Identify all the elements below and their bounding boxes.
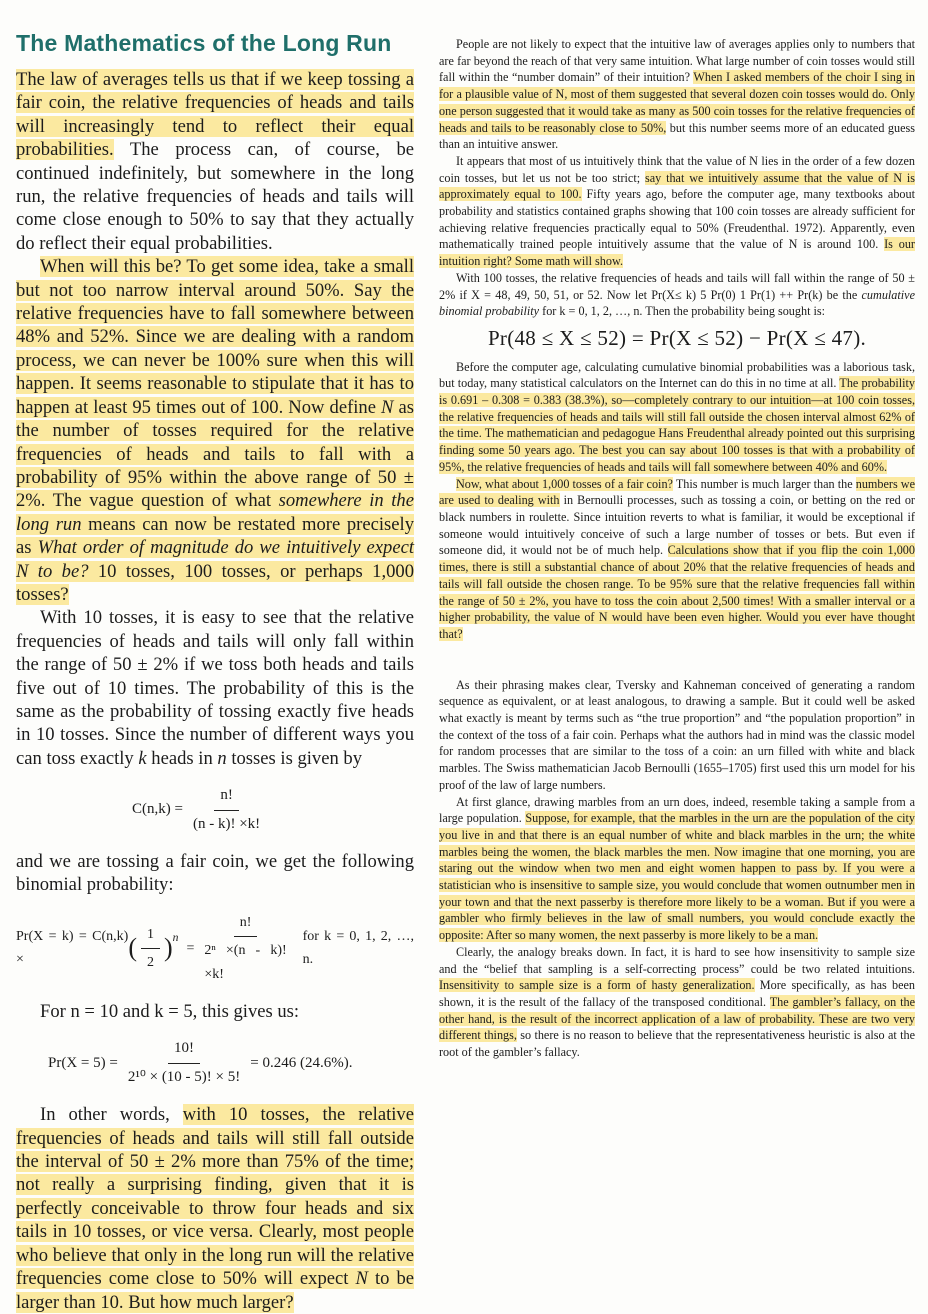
paragraph-tversky-kahneman: As their phrasing makes clear, Tversky and Kahneman conceived of generating a random sequence as equivalent, or at least analogous, to drawing a sample. But it could well be asked what exactly is meant by terms such as “the true proportion” and “the population proportion” in the context of the toss of a fair coin. Perhaps what the authors had in mind was the classic model for random processes that are similar to the toss of a coin: an urn filled with white and black marbles. The Swiss mathematician Jacob Bernoulli (1655–1705) first used this urn model for his proof of the law of large numbers. [439,677,915,792]
paragraph-hundred-tosses [439,270,915,320]
variable-k: k [138,747,147,769]
highlight: Now, what about 1,000 tosses of a fair coin? [456,476,673,491]
formula-combinations [16,784,414,836]
italic-question: What order of magnitude do we intuitively expect N to be? [16,537,415,582]
highlight: When I asked members of the choir I sing in for a plausible value of N, most of them suggested that several dozen coin tosses would do. Only one person suggested that it would take as many as 500 coin tosses for the relative frequencies of heads and tails to be reasonably close to 50%, [439,70,915,135]
paragraph-thousand-tosses [439,476,915,643]
paren-left: ( [128,933,137,963]
text: At first glance, drawing marbles from an urn does, indeed, resemble taking a sample from a large population. [439,794,915,826]
highlight: Insensitivity to sample size is a form of hasty generalization. [439,978,755,993]
text: so there is no reason to believe that the representativeness heuristic is also at the root of the gambler’s fallacy. [439,1028,915,1060]
paragraph-n10-k5: For n = 10 and k = 5, this gives us: [40,1001,300,1023]
left-column [16,28,414,1314]
text: 10 tosses, 100 tosses, or perhaps 1,000 tosses? [16,560,414,605]
highlight: numbers we are used to dealing with [439,476,916,508]
text: The process can, of course, be continued indefinitely, but somewhere in the long run, the relative frequencies of heads and tails will come close enough to 50% to say that they actually do reflect their equal probabilities. [16,139,415,254]
paragraph-when-will-this-be [16,255,414,606]
variable-n: N [381,396,394,418]
paragraph-binomial-intro: and we are tossing a fair coin, we get the following binomial probability: [16,851,414,896]
highlight: Suppose, for example, that the marbles in the urn are the population of the city you live in and that there is an equal number of white and black marbles in the urn; the white marbles being the women, the black marbles the men. Now imagine that one morning, you are staring out the window when two men and eight women happen to pass by. If you were a statistician who is insensitive to sample size, you would conclude that women outnumber men in your town and that the next passerby is therefore more likely to be a woman. But if you were a gambler who firmly believes in the law of small numbers, you would conclude exactly the opposite: After so many women, the next passerby is more likely to be a man. [439,811,915,943]
formula-pr-x-5 [16,1037,414,1089]
text: heads in [146,747,218,769]
formula-range: for k = 0, 1, 2, …, n. [302,929,414,968]
paragraph-in-other-words [16,1103,414,1314]
paragraph-value-of-n [439,153,915,270]
text: When will this be? To get some idea, take a small but not too narrow interval around 50%. Say the relative frequencies have to fall somewhere between 48% and 52%. Since we are dealing with a random process, we can never be 100% sure when this will happen. It seems reasonable to stipulate that it has to happen at least 95 times out of 100. Now define [16,256,414,418]
text: for k = 0, 1, 2, …, n. Then the probability being sought is: [539,304,826,319]
text: More specifically, as has been shown, it is the result of the fallacy of the transposed conditional. [439,978,915,1009]
text: to be larger than 10. But how much larger? [16,1268,414,1313]
text: in Bernoulli processes, such as tossing a coin, or betting on the red or black numbers in roulette. Since intuition reverts to what is familiar, it would be exceptional if someone would intuitively conceive of such a large number of tosses or bets. But even if someone did, it would not be of much help. [439,493,915,558]
paragraph-intuition-domain [439,36,915,153]
variable-n: n [217,747,227,769]
fraction-half [141,923,160,975]
denominator: 2¹⁰ × (10 - 5)! × 5! [127,1068,241,1085]
paragraph-urn-model [439,794,915,944]
text: but this number seems more of an educated guess than an intuitive answer. [439,120,915,152]
text: This number is much larger than the [672,476,856,491]
text: as the number of tosses required for the relative frequencies of heads and tails to fall with a probability of 95% within the above range of 50 ± 2%. The vague question of what [16,396,414,512]
paragraph-analogy-breaks [439,944,915,1061]
text: Clearly, the analogy breaks down. In fact, it is hard to see how insensitivity to sample size and the “belief that sampling is a self-correcting process” could be two related intuitions. [439,944,915,976]
denominator: (n - k)! ×k! [192,815,261,832]
equation-cumulative: Pr(48 ≤ X ≤ 52) = Pr(X ≤ 52) − Pr(X ≤ 47). [487,325,867,350]
highlight [16,1104,414,1312]
fraction [187,784,266,836]
highlight: say that we intuitively assume that the value of N is approximately equal to 100. [439,170,915,202]
text: People are not likely to expect that the intuitive law of averages applies only to numbers that are far beyond the reach of that very same intuition. What large number of coin tosses would still fall within the “number domain” of their intuition? [439,37,915,85]
equals: = [186,940,195,956]
paragraph-ten-tosses [16,606,414,770]
paragraph-law-of-averages [16,68,414,255]
variable-n: N [355,1268,368,1290]
fraction [122,1037,246,1089]
paren-right: ) [164,933,173,963]
paragraph-computer-age [439,359,915,476]
right-column [439,36,915,1061]
italic-phrase: somewhere in the long run [16,490,414,535]
denominator: 2ⁿ ×(n - k)! ×k! [204,943,287,982]
italic-term: cumulative binomial probability [439,287,915,319]
formula-lhs: Pr(X = 5) = [48,1054,118,1071]
formula-lhs: Pr(X = k) = C(n,k) × [16,929,129,968]
text: With 10 tosses, it is easy to see that the relative frequencies of heads and tails will only fall within the range of 50 ± 2% if we toss both heads and tails five out of 10 times. The probability of this is the same as the probability of tossing exactly five heads in 10 tosses. Since the number of different ways you can toss exactly [16,607,414,769]
numerator: n! [214,784,239,810]
highlight: Calculations show that if you flip the coin 1,000 times, there is still a substantial chance of about 20% that the relative frequencies of heads and tails will fall outside the chosen range. To be 95% sure that the relative frequencies fall within the range of 50 ± 2%, you have to toss the coin about 2,500 times! With a smaller interval or a higher probability, the value of N would have been even higher. Would you ever have thought that? [439,543,915,641]
text: It appears that most of us intuitively think that the value of N lies in the order of a few dozen coin tosses, but let us not be too strict; [439,153,915,185]
highlight: Is our intuition right? Some math will show. [439,237,915,269]
text: Before the computer age, calculating cumulative binomial probabilities was a laborious task, but today, many statistical calculators on the Internet can do this in no time at all. [439,359,915,391]
text: tosses is given by [226,747,363,769]
numerator: 1 [141,923,160,949]
highlight [16,256,414,605]
formula-binomial-probability [16,911,414,986]
text: with 10 tosses, the relative frequencies of heads and tails will still fall outside the interval of 50 ± 2% more than 75% of the time; not really a surprising finding, given that it is perfectly conceivable to throw four heads and six tails in 10 tosses, or vice versa. Clearly, most people who believe that only in the long run will the relative frequencies come close to 50% will expect [16,1104,414,1290]
numerator: 10! [168,1037,200,1063]
highlight: The gambler’s fallacy, on the other hand, is the result of the incorrect application of a law of probability. These are two very different things, [439,994,915,1043]
formula-result: = 0.246 (24.6%). [250,1054,353,1071]
exponent: n [172,930,179,944]
highlight: The law of averages tells us that if we keep tossing a fair coin, the relative frequencies of heads and tails will increasingly tend to reflect their equal probabilities. [16,69,414,161]
formula-lhs: C(n,k) = [132,801,183,818]
denominator: 2 [147,954,154,970]
fraction [198,911,292,986]
text: In other words, [40,1104,183,1126]
article-title: The Mathematics of the Long Run [16,30,392,56]
text: means can now be restated more precisely as [16,513,414,559]
highlight: The probability is 0.691 – 0.308 = 0.383 (38.3%), so—completely contrary to our intuition—at 100 coin tosses, the relative frequencies of heads and tails will still fall outside the chosen interval almost 62% of the time. The mathematician and pedagogue Hans Freudenthal already pointed out this surprising finding some 50 years ago. The best you can say about 100 tosses is that with a probability of 95%, the relative frequencies of heads and tails will fall somewhere between 40% and 60%. [439,376,915,474]
numerator: n! [234,911,258,937]
text: With 100 tosses, the relative frequencies of heads and tails will fall within the range of 50 ± 2% if X = 48, 49, 50, 51, or 52. Now let Pr(X≤ k) 5 Pr(0) 1 Pr(1) ++ Pr(k) be the [439,270,915,302]
text: Fifty years ago, before the computer age, many textbooks about probability and statistics contained graphs showing that 100 coin tosses are already sufficient for achieving relative frequencies practically equal to 50% (Freudenthal. 1972). Apparently, even mathematically trained people intuitively assume that the value of N is around 100. [439,187,915,252]
